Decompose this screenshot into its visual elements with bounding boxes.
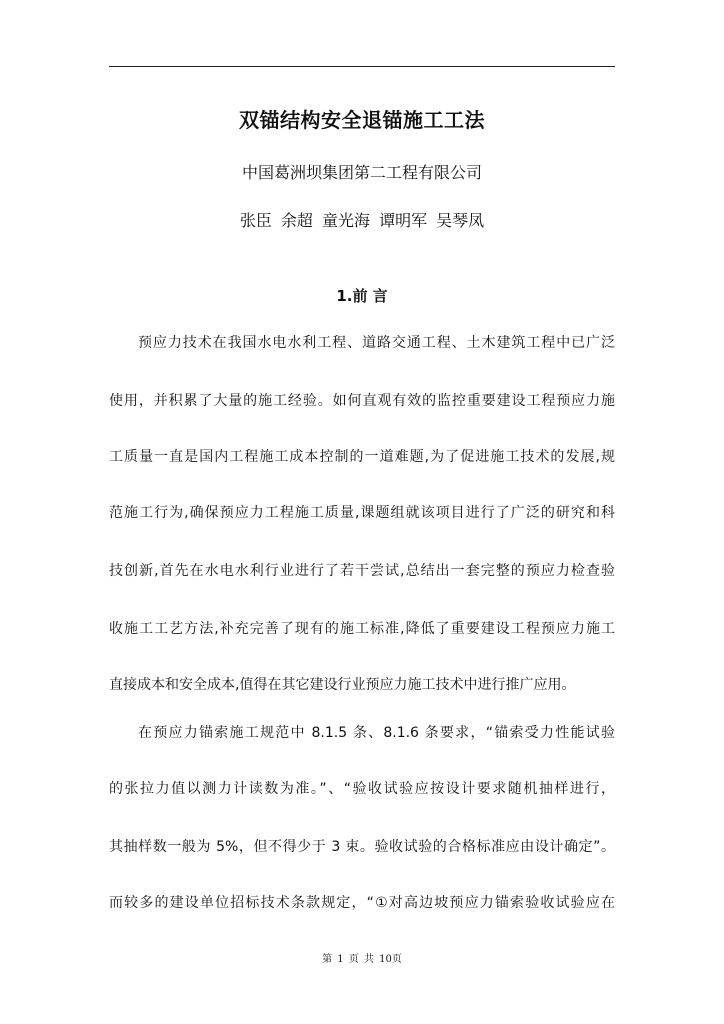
page-number-footer: 第 1 页 共 10页 — [322, 954, 402, 965]
section-heading: 1.前 言 — [336, 287, 388, 305]
paragraph-line: 的张拉力值以测力计读数为准。”、“验收试验应按设计要求随机抽样进行， — [109, 781, 615, 797]
paragraph-line: 其抽样数一般为 5%，但不得少于 3 束。验收试验的合格标准应由设计确定”。 — [109, 839, 615, 855]
paragraph-line: 预应力技术在我国水电水利工程、道路交通工程、土木建筑工程中已广泛 — [138, 335, 615, 351]
paragraph-line: 而较多的建设单位招标技术条款规定，“①对高边坡预应力锚索验收试验应在 — [109, 895, 615, 911]
paragraph-line: 技创新,首先在水电水利行业进行了若干尝试,总结出一套完整的预应力检查验 — [109, 563, 615, 579]
author-list: 张臣 余超 童光海 谭明军 吴琴凤 — [239, 211, 485, 230]
document-title: 双锚结构安全退锚施工工法 — [239, 108, 485, 132]
paragraph-line: 范施工行为,确保预应力工程施工质量,课题组就该项目进行了广泛的研究和科 — [109, 505, 615, 521]
paragraph-line: 工质量一直是国内工程施工成本控制的一道难题,为了促进施工技术的发展,规 — [109, 449, 615, 465]
paragraph-line: 使用，并积累了大量的施工经验。如何直观有效的监控重要建设工程预应力施 — [109, 393, 615, 409]
paragraph-line: 直接成本和安全成本,值得在其它建设行业预应力施工技术中进行推广应用。 — [109, 677, 576, 693]
organization-name: 中国葛洲坝集团第二工程有限公司 — [241, 163, 482, 182]
paragraph-line: 在预应力锚索施工规范中 8.1.5 条、8.1.6 条要求，“锚索受力性能试验 — [138, 725, 615, 741]
paragraph-line: 收施工工艺方法,补充完善了现有的施工标准,降低了重要建设工程预应力施工 — [109, 621, 615, 637]
header-rule — [109, 66, 615, 67]
